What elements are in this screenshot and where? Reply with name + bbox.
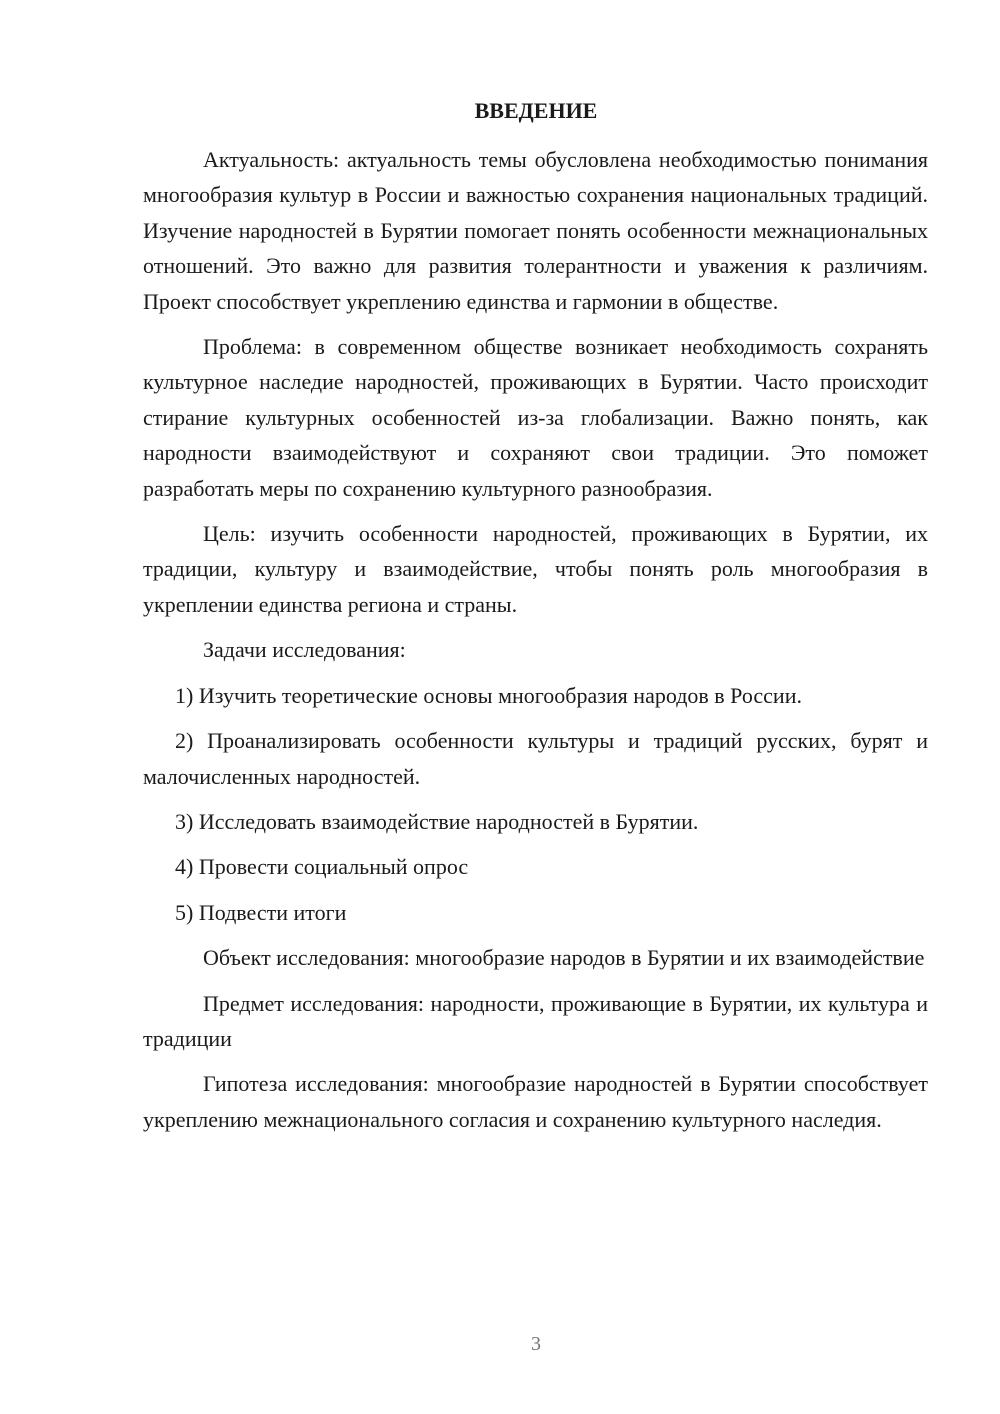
- task-item: 5) Подвести итоги: [175, 899, 347, 925]
- paragraph-relevance: Актуальность: актуальность темы обусловлена необходимостью понимания многообразия культур в России и важностью сохранения национальных традиций. Изучение народностей в Бурятии помогает понять особенности межнациональных отношений. Это важно для развития толерантности и уважения к различиям. Проект способствует укреплению единства и гармонии в обществе.: [143, 147, 928, 314]
- page-number: 3: [531, 1333, 541, 1355]
- paragraph-tasks-heading: Задачи исследования:: [203, 637, 406, 663]
- page-title: ВВЕДЕНИЕ: [474, 98, 598, 123]
- document-body: [143, 142, 928, 1147]
- paragraph-problem: Проблема: в современном обществе возникает необходимость сохранять культурное наследие народностей, проживающих в Бурятии. Часто происходит стирание культурных особенностей из-за глобализации. Важно понять, как народности взаимодействуют и сохраняют свои традиции. Это поможет разработать меры по сохранению культурного разнообразия.: [143, 334, 928, 501]
- task-item: 4) Провести социальный опрос: [175, 854, 469, 880]
- paragraph-goal: Цель: изучить особенности народностей, проживающих в Бурятии, их традиции, культуру и взаимодействие, чтобы понять роль многообразия в укреплении единства региона и страны.: [143, 521, 928, 617]
- paragraph-hypothesis: Гипотеза исследования: многообразие народностей в Бурятии способствует укреплению межнационального согласия и сохранению культурного наследия.: [143, 1071, 928, 1132]
- task-item: 1) Изучить теоретические основы многообразия народов в России.: [175, 682, 802, 708]
- task-item: 3) Исследовать взаимодействие народностей в Бурятии.: [175, 808, 699, 834]
- task-item: 2) Проанализировать особенности культуры и традиций русских, бурят и малочисленных народностей.: [143, 728, 928, 789]
- paragraph-subject: Предмет исследования: народности, проживающие в Бурятии, их культура и традиции: [143, 990, 928, 1051]
- paragraph-object: Объект исследования: многообразие народов в Бурятии и их взаимодействие: [203, 945, 925, 971]
